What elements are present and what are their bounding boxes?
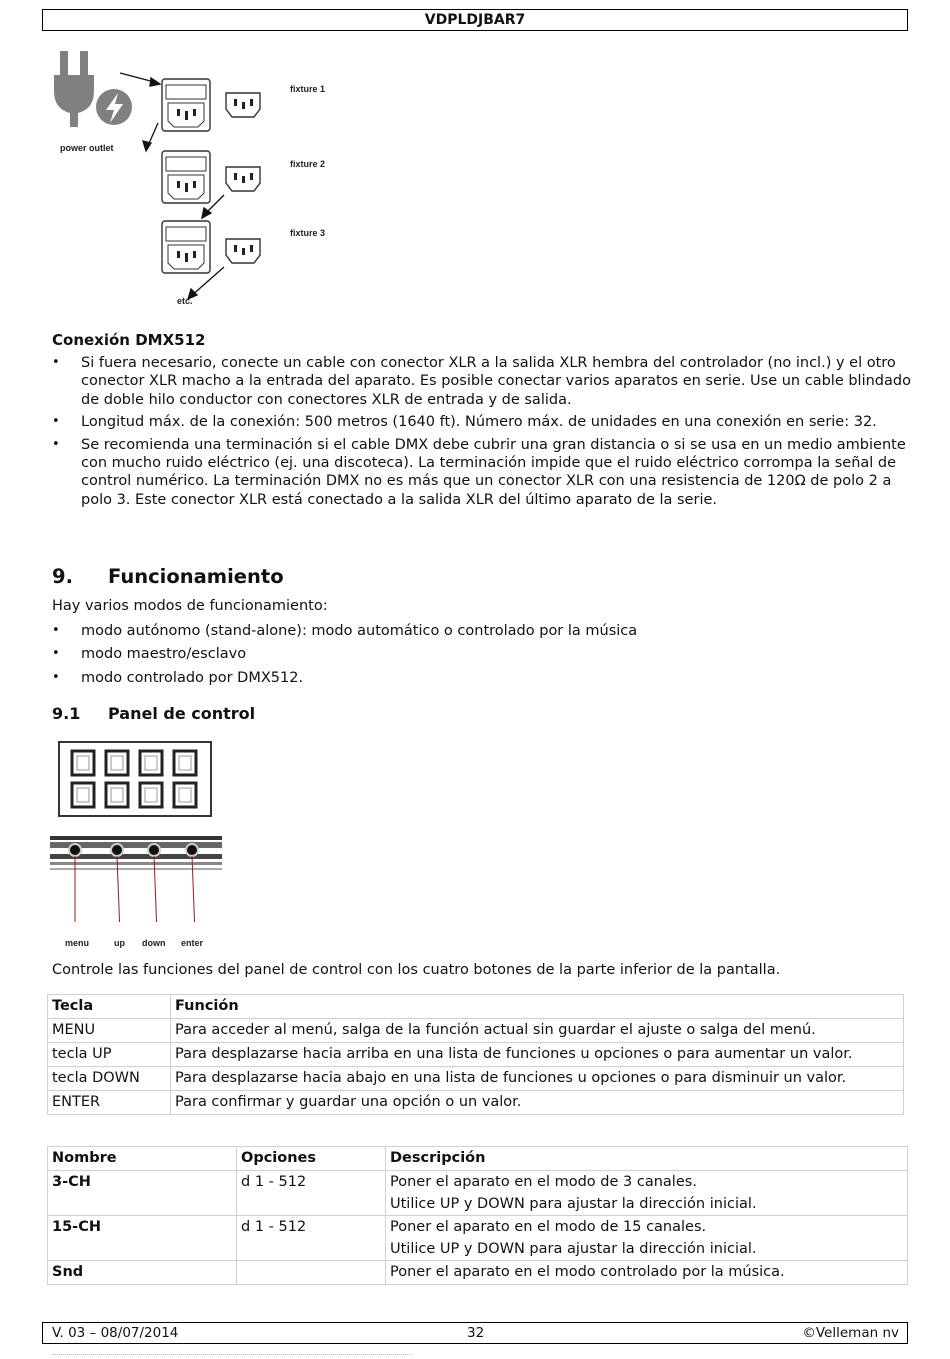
fixture-1-label: fixture 1 (290, 84, 326, 94)
list-item: • Longitud máx. de la conexión: 500 metros (1640 ft). Número máx. de unidades en una conexión en serie: 32. (52, 413, 912, 431)
modes-table (47, 1146, 908, 1285)
menu-button-icon (69, 844, 81, 856)
table-cell: tecla DOWN (48, 1067, 171, 1091)
table-cell: tecla UP (48, 1043, 171, 1067)
description-line: Utilice UP y DOWN para ajustar la dirección inicial. (390, 1196, 757, 1212)
table-cell: d 1 - 512 (237, 1216, 386, 1261)
table-cell: MENU (48, 1019, 171, 1043)
power-plug-icon (54, 51, 94, 127)
dmx-bullet-list (52, 354, 912, 513)
enter-button-icon (186, 844, 198, 856)
table-cell: Para desplazarse hacia abajo en una lista de funciones u opciones o para disminuir un valor. (171, 1067, 904, 1091)
fixture-2-label: fixture 2 (290, 159, 326, 169)
iec-outlet-icon (226, 93, 260, 117)
table-row (48, 1261, 908, 1285)
iec-inlet-icon (162, 221, 210, 273)
table-header-cell: Opciones (237, 1147, 386, 1171)
iec-inlet-icon (162, 151, 210, 203)
down-label: down (142, 938, 166, 948)
bottom-edge-artifact (52, 1354, 412, 1358)
section-title: Funcionamiento (108, 565, 284, 588)
table-row (48, 1171, 908, 1216)
description-line: Poner el aparato en el modo controlado por la música. (390, 1264, 785, 1280)
table-row (48, 1067, 904, 1091)
lightning-icon (96, 89, 132, 125)
description-line: Utilice UP y DOWN para ajustar la dirección inicial. (390, 1241, 757, 1257)
page-header (42, 9, 908, 31)
subsection-number: 9.1 (52, 704, 81, 723)
list-item: • Se recomienda una terminación si el cable DMX debe cubrir una gran distancia o si se usa en un medio ambiente con mucho ruido eléctrico (ej. una discoteca). La terminación impide que el ruido eléctrico corrompa la señal de control numérico. La terminación DMX no es más que un conector XLR con una resistencia de 120Ω de polo 2 a polo 3. Este conector XLR está conectado a la salida XLR del último aparato de la serie. (52, 436, 912, 510)
page-number: 32 (467, 1325, 485, 1341)
power-outlet-label: power outlet (60, 143, 114, 153)
table-cell (237, 1261, 386, 1285)
list-item: • modo controlado por DMX512. (52, 669, 912, 687)
iec-outlet-icon (226, 167, 260, 191)
copyright-text: ©Velleman nv (802, 1325, 899, 1341)
menu-label: menu (65, 938, 90, 948)
table-header-cell: Descripción (386, 1147, 908, 1171)
control-panel-description: Controle las funciones del panel de control con los cuatro botones de la parte inferior de la pantalla. (52, 962, 781, 978)
dmx-heading: Conexión DMX512 (52, 331, 206, 349)
table-cell (386, 1261, 908, 1285)
table-header-row (48, 995, 904, 1019)
section-heading (52, 565, 284, 588)
list-item: • Si fuera necesario, conecte un cable con conector XLR a la salida XLR hembra del controlador (no incl.) y el otro conector XLR macho a la entrada del aparato. Es posible conectar varios aparatos en serie. Use un cable blindado de doble hilo conductor con conectores XLR de entrada y de salida. (52, 354, 912, 409)
table-cell: Snd (48, 1261, 237, 1285)
table-cell: Para acceder al menú, salga de la función actual sin guardar el ajuste o salga del menú. (171, 1019, 904, 1043)
table-cell: Para desplazarse hacia arriba en una lista de funciones u opciones o para aumentar un valor. (171, 1043, 904, 1067)
down-button-icon (148, 844, 160, 856)
table-cell: 15-CH (48, 1216, 237, 1261)
table-row (48, 1091, 904, 1115)
table-cell: Para confirmar y guardar una opción o un valor. (171, 1091, 904, 1115)
version-text: V. 03 – 08/07/2014 (52, 1325, 179, 1341)
table-cell: ENTER (48, 1091, 171, 1115)
table-header-cell: Nombre (48, 1147, 237, 1171)
up-button-icon (111, 844, 123, 856)
description-line: Poner el aparato en el modo de 15 canales. (390, 1219, 707, 1235)
page-footer (42, 1322, 908, 1344)
description-line: Poner el aparato en el modo de 3 canales. (390, 1174, 697, 1190)
table-header-cell: Función (171, 995, 904, 1019)
table-header-cell: Tecla (48, 995, 171, 1019)
table-cell (386, 1171, 908, 1216)
table-cell: d 1 - 512 (237, 1171, 386, 1216)
etc-label: etc. (177, 296, 193, 306)
up-label: up (114, 938, 125, 948)
document-title: VDPLDJBAR7 (424, 12, 526, 28)
enter-label: enter (181, 938, 204, 948)
table-row (48, 1043, 904, 1067)
list-item: • modo maestro/esclavo (52, 645, 912, 663)
iec-outlet-icon (226, 239, 260, 263)
modes-list (52, 622, 912, 691)
power-connection-figure (50, 45, 350, 310)
fixture-3-label: fixture 3 (290, 228, 326, 238)
table-row (48, 1019, 904, 1043)
iec-inlet-icon (162, 79, 210, 131)
subsection-title: Panel de control (108, 704, 256, 723)
section-number: 9. (52, 565, 73, 588)
table-header-row (48, 1147, 908, 1171)
buttons-figure (50, 832, 226, 952)
keys-table (47, 994, 904, 1115)
table-row (48, 1216, 908, 1261)
list-item: • modo autónomo (stand-alone): modo automático o controlado por la música (52, 622, 912, 640)
display-figure (58, 741, 212, 817)
subsection-heading (52, 704, 255, 723)
operation-intro: Hay varios modos de funcionamiento: (52, 598, 328, 614)
table-cell: 3-CH (48, 1171, 237, 1216)
table-cell (386, 1216, 908, 1261)
